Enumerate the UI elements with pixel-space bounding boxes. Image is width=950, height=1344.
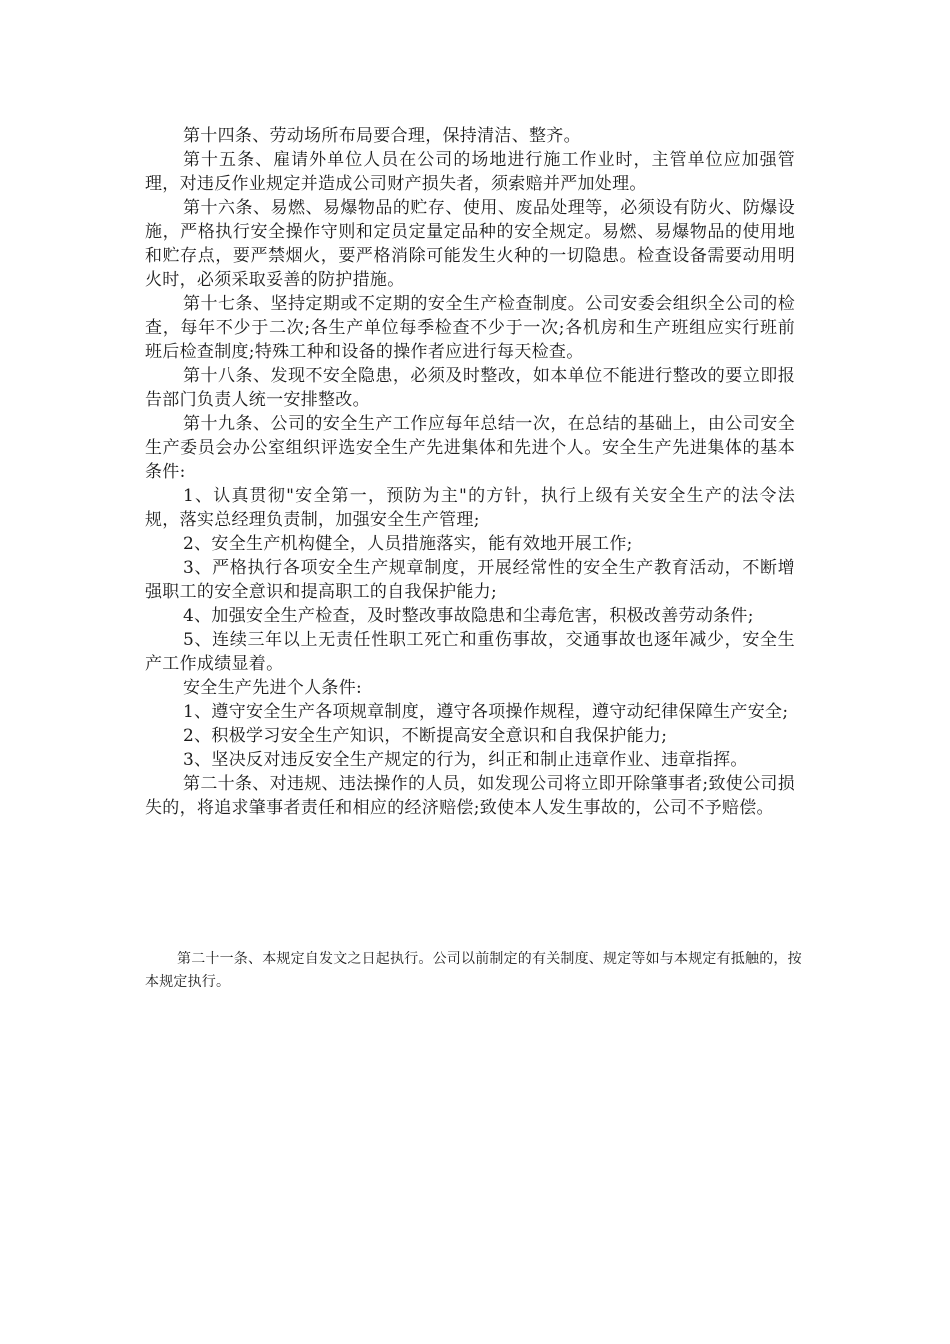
paragraph-article-18: 第十八条、发现不安全隐患，必须及时整改，如本单位不能进行整改的要立即报告部门负责人统一安排整改。 bbox=[145, 366, 795, 410]
paragraph-article-14: 第十四条、劳动场所布局要合理，保持清洁、整齐。 bbox=[183, 126, 581, 146]
individual-conditions-heading: 安全生产先进个人条件: bbox=[183, 678, 363, 698]
paragraph-article-19: 第十九条、公司的安全生产工作应每年总结一次，在总结的基础上，由公司安全生产委员会办公室组织评选安全生产先进集体和先进个人。安全生产先进集体的基本条件: bbox=[145, 414, 795, 482]
collective-condition-2: 2、安全生产机构健全，人员措施落实，能有效地开展工作; bbox=[183, 534, 633, 554]
collective-condition-5: 5、连续三年以上无责任性职工死亡和重伤事故，交通事故也逐年减少，安全生产工作成绩显着。 bbox=[145, 630, 795, 674]
individual-condition-2: 2、积极学习安全生产知识，不断提高安全意识和自我保护能力; bbox=[183, 726, 668, 746]
paragraph-article-16: 第十六条、易燃、易爆物品的贮存、使用、废品处理等，必须设有防火、防爆设施，严格执行安全操作守则和定员定量定品种的安全规定。易燃、易爆物品的使用地和贮存点，要严禁烟火，要严格消除可能发生火种的一切隐患。检查设备需要动用明火时，必须采取妥善的防护措施。 bbox=[145, 198, 795, 290]
collective-condition-1: 1、认真贯彻"安全第一，预防为主"的方针，执行上级有关安全生产的法令法规，落实总经理负责制，加强安全生产管理; bbox=[145, 486, 795, 530]
individual-condition-1: 1、遵守安全生产各项规章制度，遵守各项操作规程，遵守动纪律保障生产安全; bbox=[183, 702, 789, 722]
paragraph-article-21: 第二十一条、本规定自发文之日起执行。公司以前制定的有关制度、规定等如与本规定有抵触的，按本规定执行。 bbox=[145, 951, 802, 990]
collective-condition-3: 3、严格执行各项安全生产规章制度，开展经常性的安全生产教育活动，不断增强职工的安全意识和提高职工的自我保护能力; bbox=[145, 558, 795, 602]
collective-condition-4: 4、加强安全生产检查，及时整改事故隐患和尘毒危害，积极改善劳动条件; bbox=[183, 606, 754, 626]
paragraph-article-20: 第二十条、对违规、违法操作的人员，如发现公司将立即开除肇事者;致使公司损失的，将追求肇事者责任和相应的经济赔偿;致使本人发生事故的，公司不予赔偿。 bbox=[145, 774, 795, 818]
individual-condition-3: 3、坚决反对违反安全生产规定的行为，纠正和制止违章作业、违章指挥。 bbox=[183, 750, 748, 770]
document-body bbox=[145, 124, 795, 820]
paragraph-article-15: 第十五条、雇请外单位人员在公司的场地进行施工作业时，主管单位应加强管理，对违反作业规定并造成公司财产损失者，须索赔并严加处理。 bbox=[145, 150, 795, 194]
paragraph-article-17: 第十七条、坚持定期或不定期的安全生产检查制度。公司安委会组织全公司的检查，每年不少于二次;各生产单位每季检查不少于一次;各机房和生产班组应实行班前班后检查制度;特殊工种和设备的操作者应进行每天检查。 bbox=[145, 294, 795, 362]
